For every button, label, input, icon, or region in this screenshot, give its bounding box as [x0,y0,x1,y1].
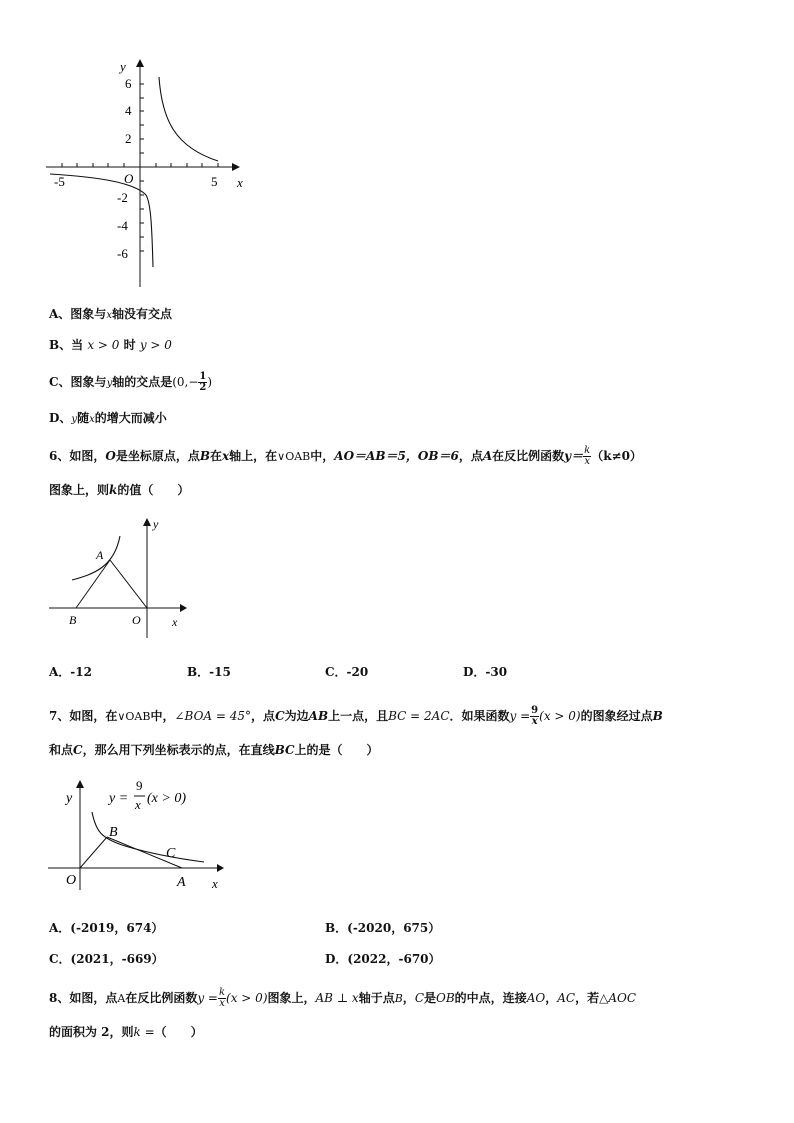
q7-option-b[interactable]: B．(-2020，675） [325,921,441,935]
q7-func-num: 9 [136,778,143,793]
q6-option-c[interactable]: C．-20 [325,665,369,679]
q6-option-a[interactable]: A．-12 [49,665,92,679]
q6-segment-BA [76,560,110,608]
q6-x-arrow [180,604,187,612]
q6-figure [44,512,194,642]
q6-option-b[interactable]: B．-15 [187,665,231,679]
graph1-xtick-5: 5 [211,174,218,189]
graph1-xtick-neg5: -5 [54,174,65,189]
q8-stem-line2: 的面积为 2，则k =（ ） [49,1025,203,1039]
graph1-ytick-2: 2 [125,131,132,146]
graph1-y-arrow [136,59,144,67]
graph1-x-label: x [237,175,243,190]
q7-y-arrow [76,780,84,788]
graph1-hyperbola [40,55,260,295]
q7-label-x: x [212,876,218,891]
graph1-ytick-neg2: -2 [117,190,128,205]
q7-option-c[interactable]: C．(2021，-669） [49,952,164,966]
q5-option-a: A、图象与x轴没有交点 [49,307,172,321]
q5-option-d: D、y随x的增大而减小 [49,411,167,425]
graph1-y-label: y [120,59,126,74]
q6-label-A: A [96,548,104,562]
graph1-curve-left [50,174,153,267]
graph1-origin-label: O [124,171,134,186]
q8-stem-line1: 8、如图，点A在反比例函数y = $\frac{k}{x}$ (x > 0)图象上，AB ⊥ x轴于点B，C是OB的中点，连接AO，AC，若△AOC [49,987,637,1009]
q7-stem-line2: 和点C，那么用下列坐标表示的点，在直线BC上的是（ ） [49,743,379,757]
q7-label-A: A [177,875,186,890]
graph1-ytick-neg4: -4 [117,218,128,233]
q5-option-b: B、当 x > 0 时 y > 0 [49,338,172,352]
q7-label-O: O [66,873,77,888]
q5-option-c: C、图象与y轴的交点是(0,− $\frac{1}{2}$ ) [49,371,213,393]
q6-stem-line2: 图象上，则k的值（ ） [49,483,190,497]
graph1-ytick-6: 6 [125,76,132,91]
graph1-curve-right [159,77,218,161]
q6-label-O: O [132,613,141,627]
q6-label-y: y [153,517,159,531]
q7-option-a[interactable]: A．(-2019，674） [49,921,164,935]
q7-stem-line1: 7、如图，在∨OAB中，∠BOA = 45°，点C为边AB上一点，且BC = 2AC．如果函数y = $\frac{9}{x}$ (x > 0)的图象经过点B [49,705,663,727]
q7-figure [44,772,234,896]
q6-segment-AO [110,560,147,608]
q7-func-den: x [135,797,141,812]
q7-label-B: B [109,825,118,840]
graph1-ytick-neg6: -6 [117,246,128,261]
q7-segment-OB [80,837,107,868]
q6-label-x: x [172,615,178,629]
q6-y-arrow [143,518,151,526]
q7-label-y: y [66,791,73,806]
q7-func-cond: (x > 0) [147,791,186,806]
graph1-ytick-4: 4 [125,103,132,118]
q7-x-arrow [217,864,224,872]
q6-label-B: B [69,613,77,627]
q7-option-d[interactable]: D．(2022，-670） [325,952,441,966]
q7-label-C: C [166,846,176,861]
graph1-x-arrow [232,163,240,171]
q6-option-d[interactable]: D．-30 [463,665,508,679]
q7-func-y: y = [109,791,129,806]
q6-stem-line1: 6、如图，O是坐标原点，点B在x轴上，在∨OAB中，AO＝AB＝5，OB＝6，点A在反比例函数y＝ $\frac{k}{x}$ （k≠0） [49,445,642,467]
